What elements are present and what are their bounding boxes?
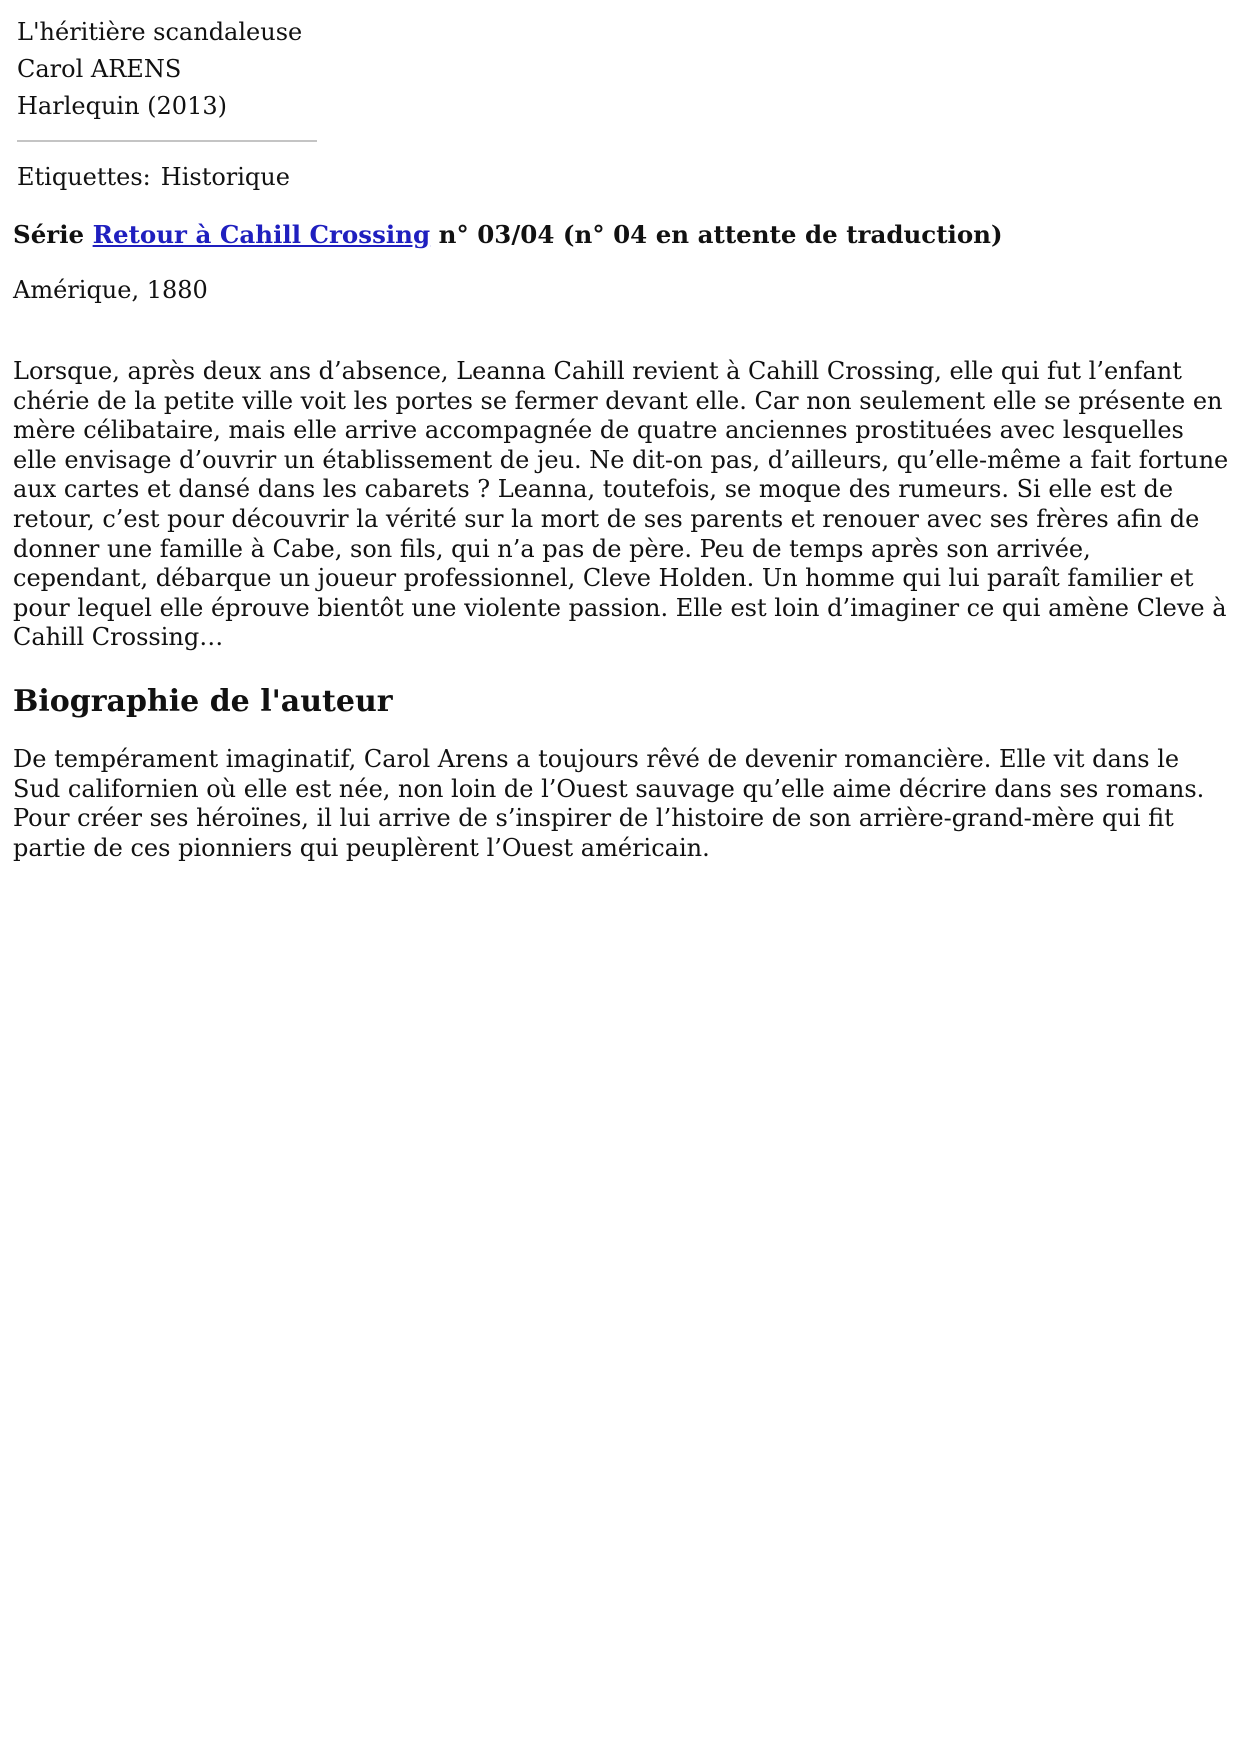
book-title: L'héritière scandaleuse: [17, 18, 303, 46]
book-meta: [17, 14, 317, 125]
book-summary: Lorsque, après deux ans d’absence, Leanna Cahill revient à Cahill Crossing, elle qui fut l’enfant chérie de la petite ville voit les portes se fermer devant elle. Car non seulement elle se présente en mère célibataire, mais elle arrive accompagnée de quatre anciennes prostituées avec lesquelles elle envisage d’ouvrir un établissement de jeu. Ne dit-on pas, d’ailleurs, qu’elle-même a fait fortune aux cartes et dansé dans les cabarets ? Leanna, toutefois, se moque des rumeurs. Si elle est de retour, c’est pour découvrir la vérité sur la mort de ses parents et renouer avec ses frères afin de donner une famille à Cabe, son fils, qui n’a pas de père. Peu de temps après son arrivée, cependant, débarque un joueur professionnel, Cleve Holden. Un homme qui lui paraît familier et pour lequel elle éprouve bientôt une violente passion. Elle est loin d’imaginer ce qui amène Cleve à Cahill Crossing…: [13, 357, 1229, 652]
book-author: Carol ARENS: [17, 55, 182, 83]
biography-text: De tempérament imaginatif, Carol Arens a toujours rêvé de devenir romancière. Elle vit dans le Sud californien où elle est née, non loin de l’Ouest sauvage qu’elle aime décrire dans ses romans. Pour créer ses héroïnes, il lui arrive de s’inspirer de l’histoire de son arrière-grand-mère qui fit partie de ces pionniers qui peuplèrent l’Ouest américain.: [13, 745, 1205, 862]
book-publisher: Harlequin (2013): [17, 92, 227, 120]
biography-heading: Biographie de l'auteur: [13, 684, 393, 719]
tag-historique: Historique: [160, 163, 290, 191]
setting-line: Amérique, 1880: [13, 276, 208, 304]
series-link[interactable]: Retour à Cahill Crossing: [92, 220, 431, 249]
tags-line: [17, 161, 290, 193]
meta-divider: [17, 140, 317, 142]
tags-label: Etiquettes:: [17, 163, 151, 191]
series-line: [13, 218, 1003, 252]
series-suffix: n° 03/04 (n° 04 en attente de traduction): [438, 220, 1003, 249]
series-prefix: Série: [13, 220, 85, 249]
